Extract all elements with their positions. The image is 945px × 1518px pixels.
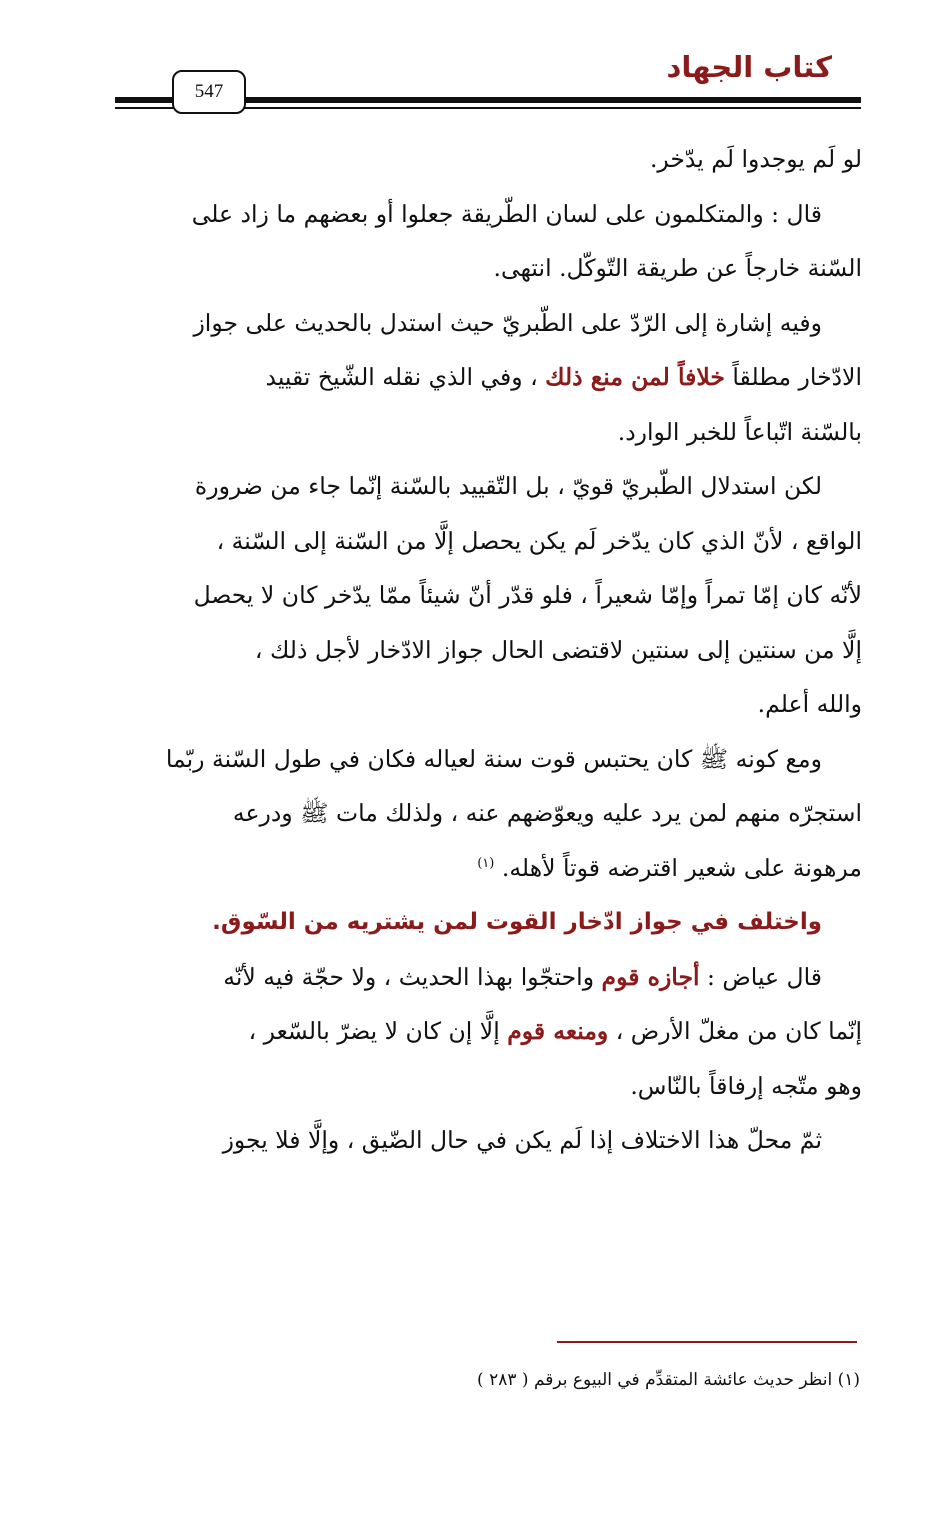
text-line: الواقع ، لأنّ الذي كان يدّخر لَم يكن يحصل إلَّا من السّنة إلى السّنة ، bbox=[216, 526, 862, 555]
text-line: وهو متّجه إرفاقاً بالنّاس. bbox=[630, 1071, 862, 1100]
text-line: بالسّنة اتّباعاً للخبر الوارد. bbox=[617, 417, 862, 446]
text-line bbox=[84, 841, 862, 896]
text-span: مرهونة على شعير اقترضه قوتاً لأهله. bbox=[501, 853, 862, 882]
text-line: وفيه إشارة إلى الرّدّ على الطّبريّ حيث استدل بالحديث على جواز bbox=[193, 308, 822, 337]
highlighted-phrase: خلافاً لمن منع ذلك bbox=[545, 363, 725, 391]
text-line bbox=[84, 1004, 862, 1059]
text-span: الادّخار مطلقاً bbox=[724, 363, 862, 391]
footnote: (١) انظر حديث عائشة المتقدِّم في البيوع برقم ( ٢٨٣ ) bbox=[477, 1370, 860, 1390]
page-number: 547 bbox=[172, 70, 246, 114]
text-line: ثمّ محلّ هذا الاختلاف إذا لَم يكن في حال الضّيق ، وإلَّا فلا يجوز bbox=[222, 1126, 822, 1154]
text-line: السّنة خارجاً عن طريقة التّوكّل. انتهى. bbox=[493, 254, 862, 282]
highlighted-phrase: ومنعه قوم bbox=[507, 1017, 609, 1045]
text-line bbox=[84, 950, 862, 1005]
text-line: ومع كونه ﷺ كان يحتبس قوت سنة لعياله فكان في طول السّنة ربّما bbox=[165, 744, 822, 773]
footnote-marker: (١) bbox=[477, 855, 495, 871]
text-line: لو لَم يوجدوا لَم يدّخر. bbox=[649, 145, 862, 173]
text-line: إلَّا من سنتين إلى سنتين لاقتضى الحال جواز الادّخار لأجل ذلك ، bbox=[254, 635, 862, 664]
footnote-divider bbox=[557, 1341, 857, 1343]
text-span: ، وفي الذي نقله الشّيخ تقييد bbox=[265, 363, 546, 391]
text-span: إلَّا إن كان لا يضرّ بالسّعر ، bbox=[248, 1017, 508, 1045]
text-line: والله أعلم. bbox=[757, 690, 862, 718]
text-line: لأنّه كان إمّا تمراً وإمّا شعيراً ، فلو قدّر أنّ شيئاً ممّا يدّخر كان لا يحصل bbox=[193, 581, 862, 609]
text-line: لكن استدلال الطّبريّ قويّ ، بل التّقييد بالسّنة إنّما جاء من ضرورة bbox=[194, 472, 822, 500]
text-span: واحتجّوا بهذا الحديث ، ولا حجّة فيه لأنّه bbox=[223, 962, 602, 991]
text-span: إنّما كان من مغلّ الأرض ، bbox=[608, 1017, 862, 1045]
main-text bbox=[84, 132, 862, 1168]
highlighted-phrase: أجازه قوم bbox=[601, 962, 700, 991]
text-line: استجرّه منهم لمن يرد عليه ويعوّضهم عنه ، ولذلك مات ﷺ ودرعه bbox=[232, 799, 862, 827]
text-line bbox=[84, 350, 862, 405]
text-line: قال : والمتكلمون على لسان الطّريقة جعلوا أو بعضهم ما زاد على bbox=[191, 199, 822, 228]
book-title: كتاب الجهاد bbox=[666, 50, 832, 84]
section-heading: واختلف في جواز ادّخار القوت لمن يشتريه من السّوق. bbox=[212, 909, 822, 935]
text-span: قال عياض : bbox=[699, 962, 822, 991]
